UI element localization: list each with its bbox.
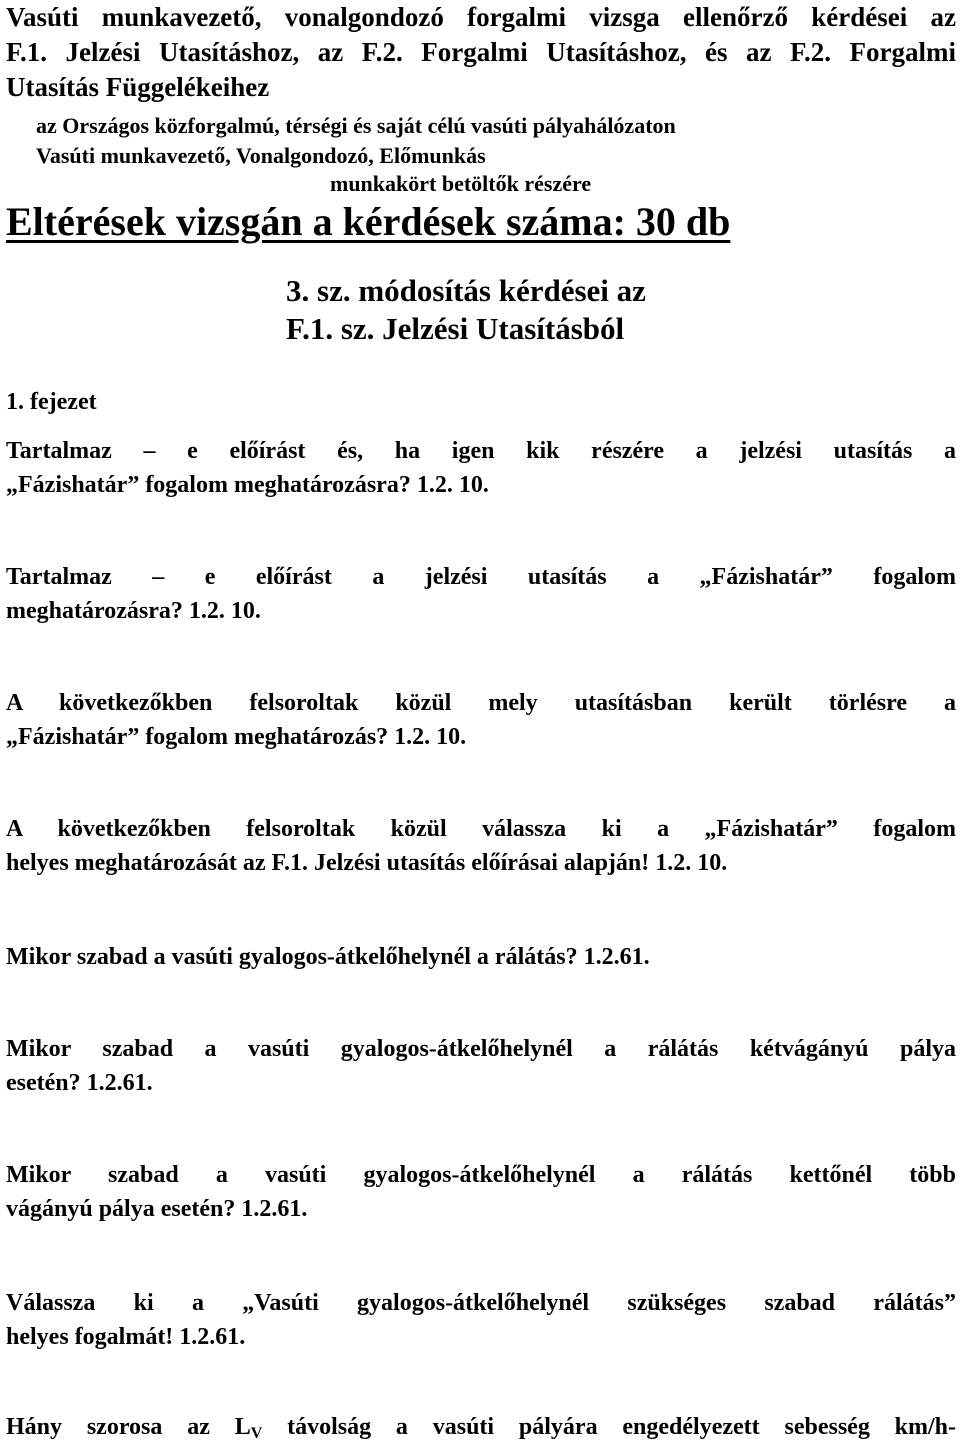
subscript-v: V (250, 1425, 263, 1442)
title-line: F.1. Jelzési Utasításhoz, az F.2. Forgalmi Utasításhoz, és az F.2. Forgalmi (6, 37, 956, 67)
question-line: A következőkben felsoroltak közül mely utasításban került törlésre a (6, 690, 956, 716)
question-line: Tartalmaz – e előírást a jelzési utasítás a „Fázishatár” fogalom (6, 564, 956, 590)
exam-question-count-title: Eltérések vizsgán a kérdések száma: 30 db (6, 199, 731, 244)
question-line: helyes fogalmát! 1.2.61. (6, 1324, 246, 1350)
section-heading-line: 3. sz. módosítás kérdései az (286, 273, 646, 308)
question-item (6, 1032, 956, 1100)
question-line: helyes meghatározását az F.1. Jelzési utasítás előírásai alapján! 1.2. 10. (6, 850, 728, 876)
question-item (6, 560, 956, 628)
question-line: meghatározásra? 1.2. 10. (6, 598, 261, 624)
question-line: „Fázishatár” fogalom meghatározás? 1.2. 10. (6, 724, 467, 750)
question-item (6, 940, 956, 974)
question-text: Hány szorosa az L (6, 1414, 251, 1440)
question-line: Mikor szabad a vasúti gyalogos-átkelőhelynél a rálátás kétvágányú pálya (6, 1036, 956, 1062)
question-item (6, 1158, 956, 1226)
question-item (6, 686, 956, 754)
question-line: A következőkben felsoroltak közül válassza ki a „Fázishatár” fogalom (6, 816, 956, 842)
question-line: „Fázishatár” fogalom meghatározásra? 1.2. 10. (6, 472, 489, 498)
question-line: vágányú pálya esetén? 1.2.61. (6, 1196, 308, 1222)
question-item (6, 434, 956, 502)
section-heading (286, 272, 646, 348)
title-line: Utasítás Függelékeihez (6, 72, 270, 102)
title-line: Vasúti munkavezető, vonalgondozó forgalmi vizsga ellenőrző kérdései az (6, 2, 956, 32)
question-line: Mikor szabad a vasúti gyalogos-átkelőhelynél a rálátás? 1.2.61. (6, 944, 650, 970)
question-text: távolság a vasúti pályára engedélyezett sebesség km/h- (262, 1414, 956, 1440)
question-line: Mikor szabad a vasúti gyalogos-átkelőhelynél a rálátás kettőnél több (6, 1162, 956, 1188)
chapter-label: 1. fejezet (6, 389, 97, 415)
scope-network-line: az Országos közforgalmú, térségi és saját célú vasúti pályahálózaton (36, 113, 676, 138)
scope-audience-line: munkakört betöltők részére (330, 171, 592, 196)
question-line: Válassza ki a „Vasúti gyalogos-átkelőhelynél szükséges szabad rálátás” (6, 1290, 956, 1316)
section-heading-line: F.1. sz. Jelzési Utasításból (286, 311, 625, 346)
question-item (6, 1410, 956, 1451)
question-item (6, 812, 956, 880)
question-line: Tartalmaz – e előírást és, ha igen kik részére a jelzési utasítás a (6, 438, 956, 464)
question-line: esetén? 1.2.61. (6, 1070, 153, 1096)
question-item (6, 1286, 956, 1354)
question-line (6, 1410, 956, 1451)
document-title (6, 0, 956, 105)
scope-roles-line: Vasúti munkavezető, Vonalgondozó, Előmunkás (36, 143, 486, 168)
